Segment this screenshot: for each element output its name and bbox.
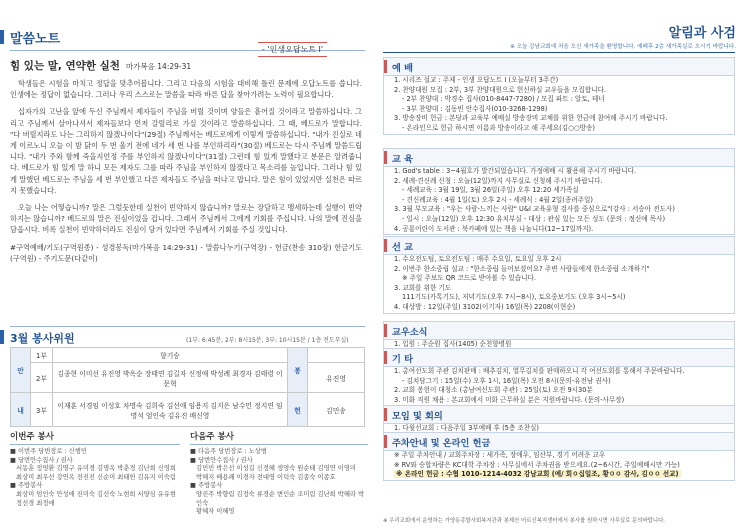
- part-cell: 3부: [31, 393, 53, 427]
- table-row: [11, 363, 365, 393]
- announcement-line: 1. 입원 : 주순원 집사(1405) 순천향병원: [394, 340, 512, 348]
- list-item: 정선경 최정애: [16, 499, 55, 507]
- list-item: ■ 당번안수집사 / 권사: [10, 456, 73, 464]
- sermon-title: 힘 있는 말, 연약한 실천: [10, 60, 120, 72]
- list-item: ■ 주방봉사: [190, 482, 223, 490]
- list-item: ■ 주방봉사: [10, 482, 43, 490]
- block-title: 예 배: [384, 58, 734, 76]
- announcement-line: 2. 교회 봉헌이 대청소 (총남여선도회 주관) : 25일(토) 오전 9시30분: [394, 386, 593, 395]
- announcement-line: 1. 다윗선교회 : 다음주일 3부예배 후 (5층 조찬실): [394, 424, 540, 432]
- names-cell: 김민송: [308, 393, 365, 427]
- announcement-line: 1. 수요전도팀, 토요전도팀 : 매주 수요일, 토요일 오후 2시: [394, 255, 562, 263]
- list-item: 서동훈 정영환 김명구 유미경 김명옥 박춘경 김난희 신영희: [16, 465, 176, 473]
- announcement-line: - 일시 : 오늘(12일) 오후 12:30 유치부실 - 대상 : 관심 있는 모든 성도 (문의 : 정신애 목사): [402, 214, 666, 223]
- this-week-title: 이번주 봉사: [10, 430, 180, 445]
- list-item: 김민민 박은선 이성길 신정혜 생영숙 원순태 김영연 이영미: [196, 465, 356, 473]
- list-item: 양진주 박향림 김정숙 류경순 변인순 조미림 김난희 박혜라 박인숙: [196, 490, 365, 507]
- paragraph: 학생들은 시험을 마치고 정답을 맞추어봅니다. 그리고 다음의 시험을 대비해 틀린 문제에 오답노트를 씁니다. 인생에는 정답이 없습니다. 그러나 우리 스스로는 말씀을 따라 바른 답을 찾아가려는 노력이 필요합니다.: [10, 79, 362, 100]
- announcement-line: 2. 세례·견신례 신청 : 오늘(12일)까지 사무실로 신청해 주시기 바랍니다.: [394, 176, 603, 185]
- section-accent-bar: [0, 30, 4, 44]
- names-cell: 김종현 이미선 유진영 박옥순 장태연 김길자 신정애 박성례 최경자 김태령 이문혁: [53, 363, 288, 393]
- announcement-line: - 견신례교육 : 4월 1일(토) 오후 2시 - 세례식 : 4월 2일(종려주일): [402, 195, 593, 204]
- names-cell: 유진영: [308, 363, 365, 393]
- announcement-line: - 김치담그기 : 15일(수) 오후 1시, 16일(목) 오전 8시(문의-유전남 권사): [402, 376, 611, 385]
- group-label: 안: [11, 348, 31, 393]
- series-tag: - '인생오답노트 I': [258, 42, 327, 57]
- block-title: 기 타: [384, 349, 734, 367]
- part-cell: 2부: [31, 363, 53, 393]
- block-title: 교 육: [384, 149, 734, 167]
- table-row: [11, 348, 365, 363]
- announcement-block: [383, 148, 735, 235]
- announcement-line: [384, 470, 734, 480]
- announcement-line: 4. 대상방 : 12일(주일) 3102(이기자) 16일(목) 2208(이현순): [394, 302, 576, 311]
- announcement-line: 3. 교회를 위한 기도: [394, 283, 452, 292]
- divider: [10, 326, 365, 327]
- footer-note: ※ 우리교회에서 운영하는 가양동종합사회복지관과 봉제산 어르신복지센터에서 봉사를 원하시면 사무실로 문의바랍니다.: [383, 518, 666, 524]
- service-title: 3월 봉사위원: [10, 332, 75, 345]
- announcement-line: ※ RV와 승합차량은 KC대학 주차장 : 사무실에서 주차권을 받으세요.(2~6시간, 주일예배시만 가능): [394, 460, 680, 469]
- names-cell: 향기승: [53, 348, 288, 363]
- table-row: [11, 393, 365, 427]
- announcement-line: 1. 시리즈 설교 : 주제 - 인생 오답노트 I (오늘부터 3주간): [394, 76, 559, 84]
- sermon-heading: [10, 58, 191, 73]
- list-item: 황혜자 이혜영: [196, 508, 235, 516]
- section-accent-bar: [0, 330, 4, 344]
- announcement-line: ※ 주일 주보도 QR 코드로 받아볼 수 있습니다.: [402, 274, 536, 283]
- announcement-line: - 온라인으로 헌금 하시면 이름과 방송이라고 해 주세요(김○○방송): [402, 123, 595, 132]
- section-title: 말씀노트: [10, 32, 61, 47]
- group-label: 내: [11, 393, 31, 427]
- announcement-line: 2. 찬양대원 모집 : 2부, 3부 찬양대원으로 헌신하실 교우들을 모집합니다.: [394, 85, 606, 94]
- online-offering-highlight: ※ 온라인 헌금 : 수협 1010-1214-4032 강남교회 (예/ 회ㅇ십일조, 황ㅇㅇ 감사, 김ㅇㅇ 선교): [396, 470, 679, 479]
- announcement-block: [383, 432, 735, 481]
- announcement-block: [383, 236, 735, 314]
- block-title: 주차안내 및 온라인 헌금: [384, 433, 734, 451]
- list-item: ■ 이번주 당번장로 : 신행민: [10, 448, 87, 455]
- paragraph: 오늘 나는 어떻습니까? 말은 그럴듯한데 실천이 빈약하지 않습니까? 말로는 장담하고 맹세하는데 실행이 빈약하지는 않습니까? 베드로의 말은 진심이었을 겁니다. 그래서 주님께서 그에게 기회를 주십니다. 나의 말에 진심을 담읍시다. 비록 실천이 빈약하더라도 진심이 담겨 있다면 주님께서 기회를 주실 것입니다.: [10, 203, 362, 235]
- block-title: 선 교: [384, 237, 734, 255]
- announcement-line: 111기도(카톡기도), 저녁기도(오후 7시~8시), 토요중보기도 (오후 3시~5시): [402, 293, 626, 302]
- announcement-line: - 3부 찬양대 : 김동빈 안수집사(010-3268-1298): [402, 104, 548, 113]
- paragraph: 십자가의 고난을 앞에 두신 주님께서 제자들이 주님을 버릴 것이며 양들은 흩어질 것이라고 말씀하십니다. 그리고 주님께서 살아나셔서 제자들보다 먼저 갈릴리로 가실 것이라고 말씀하십니다. 그 때, 베드로가 말합니다. "다 버릴지라도 나는 그리하지 않겠나이다"(29절) 주님께서는 베드로에게 이렇게 말씀하십니다. "내가 진실로 네게 이르노니 오늘 이 밤 닭이 두 번 울기 전에 네가 세 번 나를 부인하리라"(30절) 베드로는 다시 주님께 말씀드립니다. "내가 주와 함께 죽을지언정 주를 부인하지 않겠나이다"(31절) 그런데 힘 있게 말했다고 분문은 알려줍니다. 베드로가 힘 있게 말 하니 모든 제자도 그를 따라 주님을 부인하지 않겠다고 목소리를 높입니다. 그러나 힘 있게 말했던 베드로는 주님을 세 번 부인했고 다른 제자들도 주님을 떠나고 맙니다. 말은 힘이 있었지만 실천은 따르지 못했습니다.: [10, 107, 362, 195]
- names-cell: [308, 348, 365, 363]
- part-cell: 1부: [31, 348, 53, 363]
- block-title: 모임 및 회의: [384, 406, 734, 424]
- list-item: 최상미 엄인숙 안성애 진미숙 김선숙 노현희 서양심 유유현: [16, 490, 176, 498]
- next-week-service: [190, 430, 368, 517]
- list-item: ■ 다음주 당번장로 : 노상범: [190, 448, 267, 455]
- list-item: 박혜지 배용쾌 이경자 전대영 이덕숙 김종숙 이종호: [196, 473, 336, 481]
- this-week-service: [10, 430, 180, 508]
- announcement-line: 3. 3월 부모교육 : "우는 사람-느끼는 사람" U&I 교육유형 검사를 중심으로"(강사 : 서승아 전도사): [394, 205, 675, 214]
- announcement-line: 1. God's table : 3~4월호가 발간되었습니다. 가정예배 시 활용해 주시기 바랍니다.: [394, 167, 637, 175]
- announcement-line: 4. 공룡어린이 도서관 : 북카페에 있는 책을 나눕니다(12~17일까지).: [394, 224, 594, 233]
- sermon-reference: 마가복음 14:29-31: [125, 62, 192, 71]
- divider: [383, 52, 735, 53]
- list-item: 최상미 최우선 강연옥 전진진 신순미 최태헌 김유지 이숙림: [16, 473, 176, 481]
- service-table: [10, 347, 365, 427]
- names-cell: 이재훈 서경임 이성호 차명숙 김희숙 김선애 임용지 김지은 남수민 정지연 임명석 엄인숙 김유진 배신영: [53, 393, 288, 427]
- list-item: ■ 당번안수집사 / 권사: [190, 456, 253, 464]
- announcement-block: [383, 321, 735, 351]
- announcement-block: [383, 405, 735, 435]
- group-label: 봉: [288, 348, 308, 393]
- worship-order: #구역예배/기도(구역원종) - 성경봉독(마가복음 14:29-31) - 말씀나누기(구역장) - 헌금(찬송 310장) 헌금기도(구역원) - 주기도문(다같이): [10, 242, 362, 263]
- announcement-block: [383, 57, 735, 135]
- announcement-line: 3. 방송장비 헌금 : 본당과 교육부 예배실 방송장비 교체를 위한 헌금에 참여해 주시기 바랍니다.: [394, 114, 668, 123]
- announcement-block: [383, 348, 735, 406]
- sermon-body: [10, 78, 362, 264]
- group-label: 헌: [288, 393, 308, 427]
- announcement-line: - 2부 찬양대 : 박경수 집사(010-8447-7280) / 모집 파트 : 알토, 테너: [402, 95, 605, 104]
- right-section-title: 알림과 사검: [668, 26, 736, 41]
- block-title: 교우소식: [384, 322, 734, 340]
- announcement-line: 1. 총여선도회 주관 김치판매 : 배추김치, 열무김치를 판매하오니 각 여선도회를 통해서 주문바랍니다.: [394, 367, 685, 375]
- next-week-title: 다음주 봉사: [190, 430, 368, 445]
- welcome-note: ※ 오늘 강남교회에 처음 오신 새가족을 환영합니다. 예배후 2층 새가족실로 오시기 바랍니다.: [510, 44, 736, 50]
- announcement-line: ※ 주일 주차안내 / 교회주차장 : 새가족, 장애우, 임산부, 경기 어려운 교우: [394, 451, 606, 459]
- service-note: (1부: 6:45분, 2부: 8시15분, 3부: 10시15분 / 1층 전도부실): [186, 337, 349, 344]
- announcement-line: 2. 이번주 한소중립 설교 : "한소중립 들어보셨어요? 주변 사람들에게 한소중립 소개하기": [394, 264, 650, 273]
- announcement-line: - 세례교육 : 3월 19일, 3월 26일(주일) 오후 12:20 세가족실: [402, 186, 579, 195]
- announcement-line: 3. 미화 직원 채용 : 본교회에서 미화 근무하실 분은 지원바랍니다. (문의-사무장): [394, 395, 625, 404]
